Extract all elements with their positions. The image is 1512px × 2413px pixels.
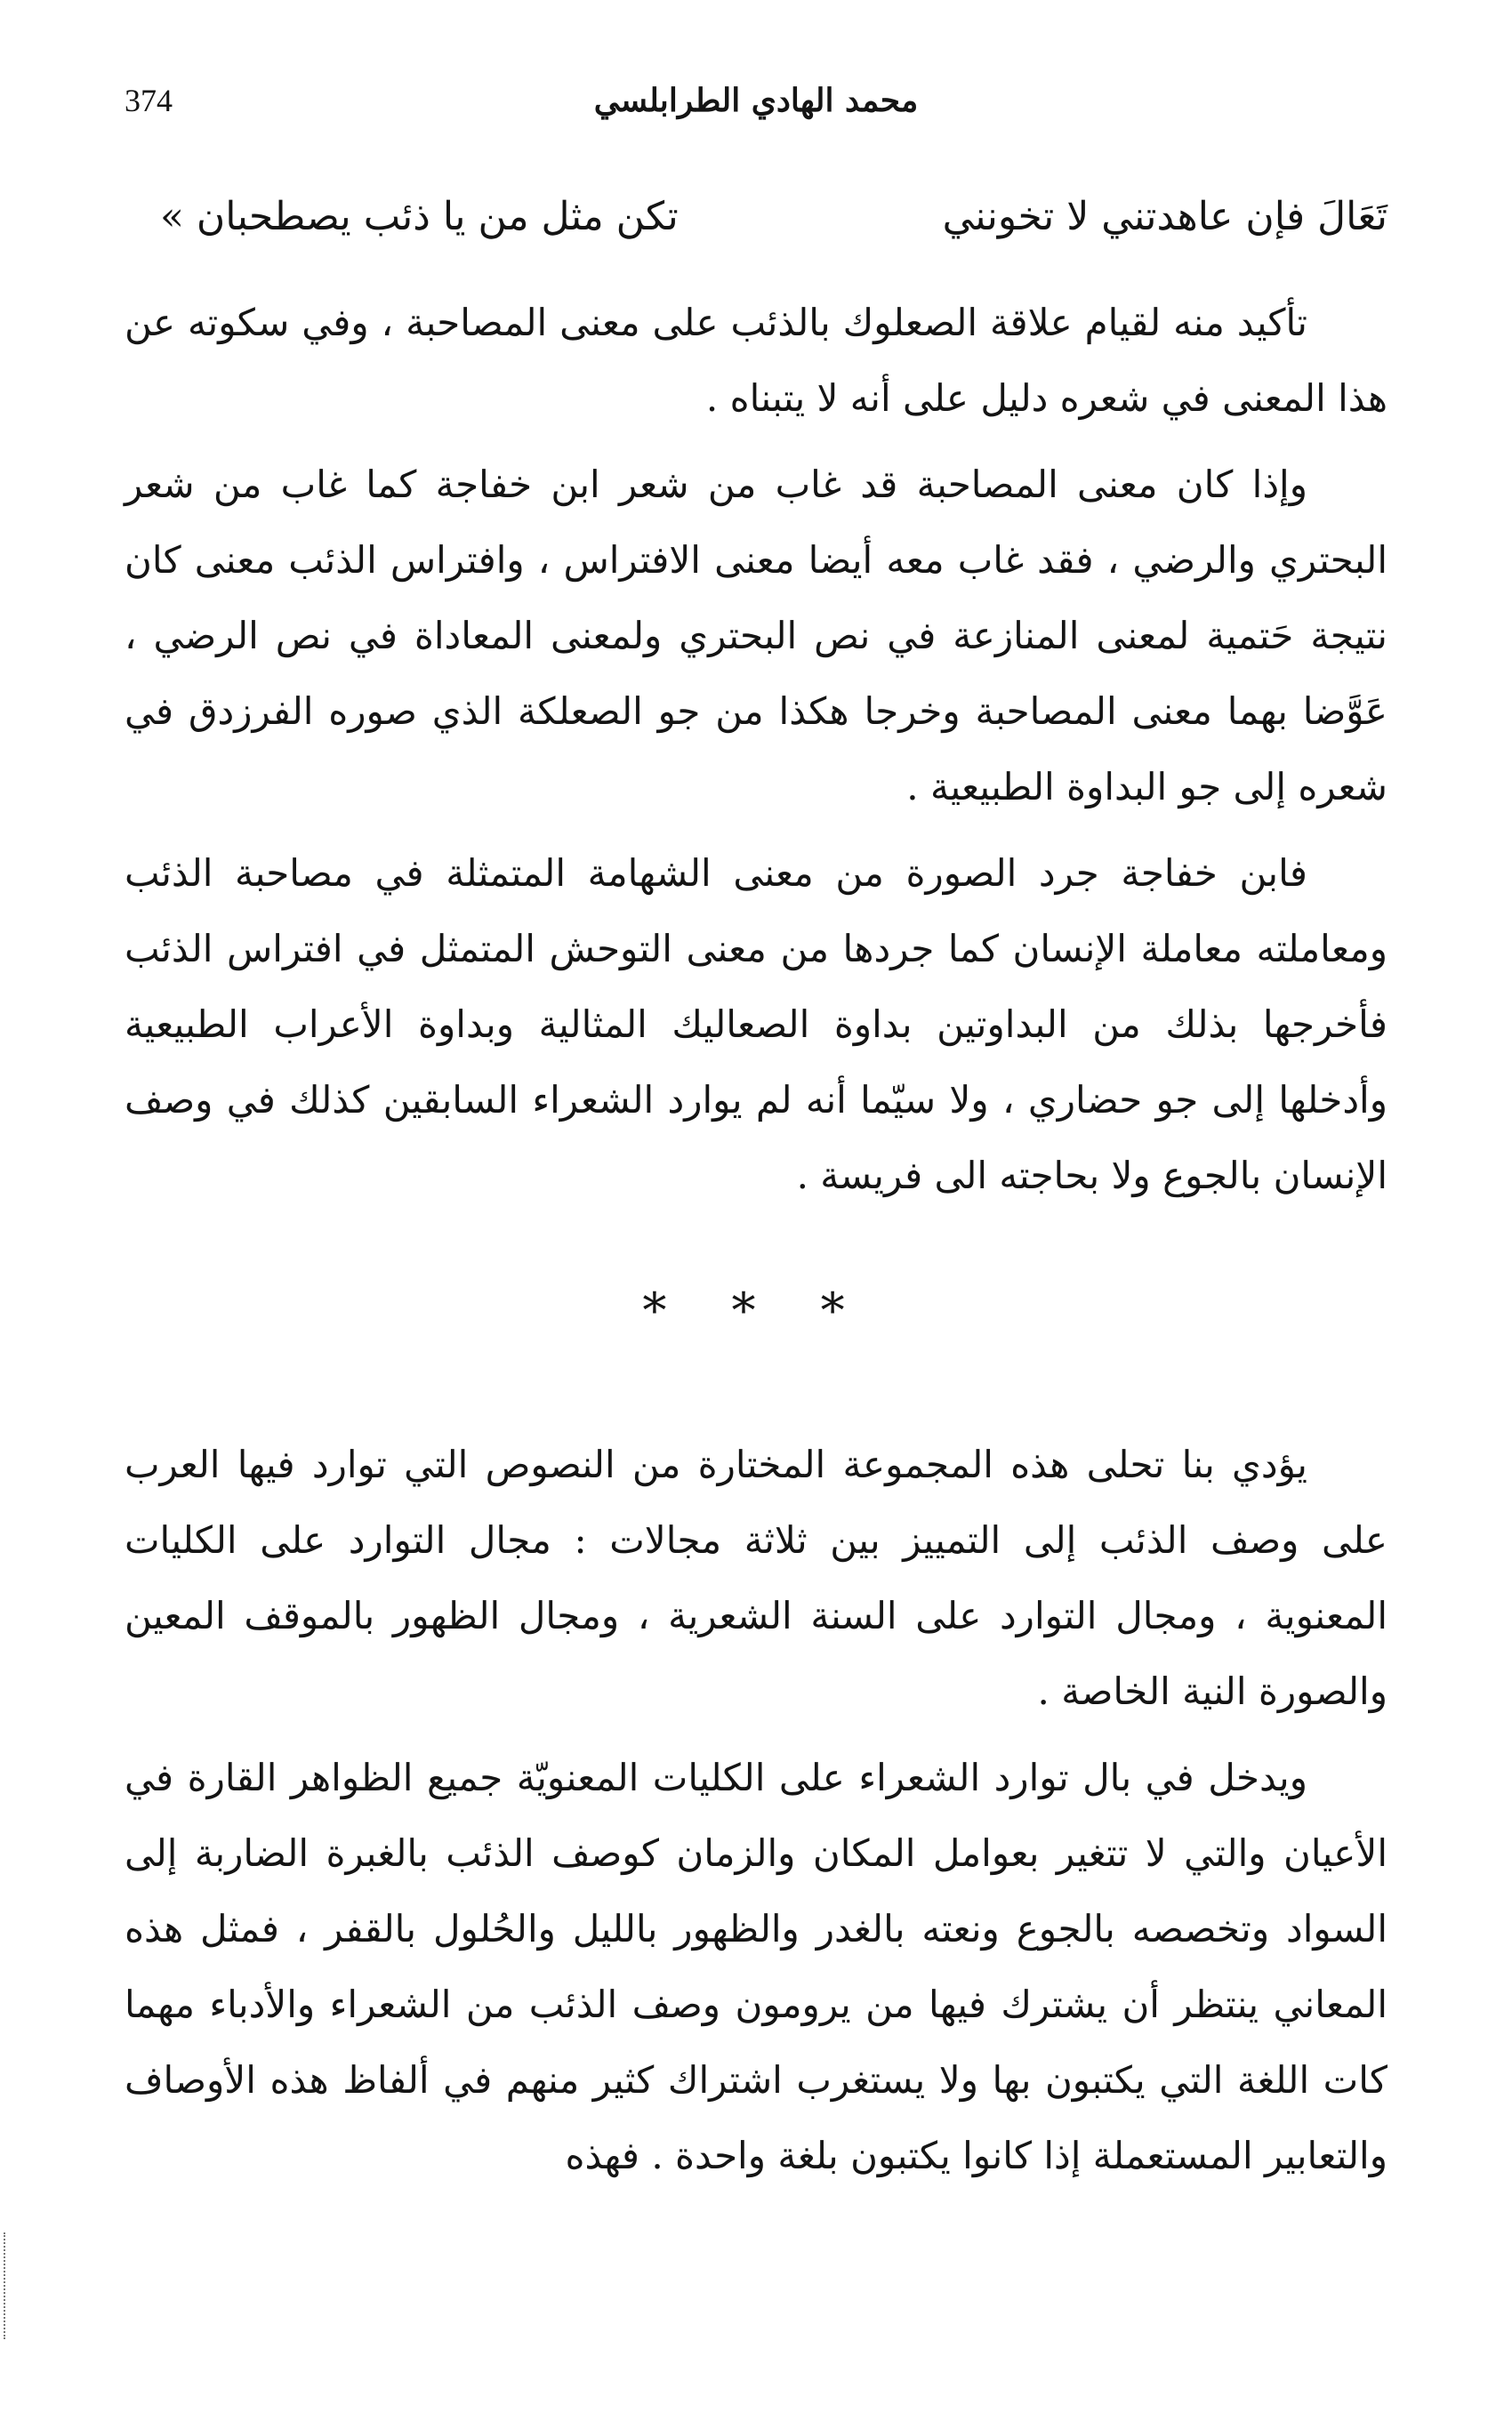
- paragraph-4: يؤدي بنا تحلى هذه المجموعة المختارة من النصوص التي توارد فيها العرب على وصف الذئب إلى التمييز بين ثلاثة مجالات : مجال التوارد على الكليات المعنوية ، ومجال التوارد على السنة الشعرية ، ومجال الظهور بالموقف المعين والصورة النية الخاصة .: [125, 1443, 1387, 1713]
- verse-second-hemistich: تكن مثل من يا ذئب يصطحبان »: [160, 194, 679, 239]
- author-name: محمد الهادي الطرابلسي: [593, 82, 919, 119]
- poem-verse: [160, 194, 1387, 256]
- body-text: [125, 285, 1387, 2193]
- paragraph-3: فابن خفاجة جرد الصورة من معنى الشهامة المتمثلة في مصاحبة الذئب ومعاملته معاملة الإنسان كما جردها من معنى التوحش المتمثل في افتراس الذئب فأخرجها بذلك من البداوتين بداوة الصعاليك المثالية وبداوة الأعراب الطبيعية وأدخلها إلى جو حضاري ، ولا سيّما أنه لم يوارد الشعراء السابقين كذلك في وصف الإنسان بالجوع ولا بحاجته الى فريسة .: [125, 851, 1387, 1197]
- paragraph-1: تأكيد منه لقيام علاقة الصعلوك بالذئب على معنى المصاحبة ، وفي سكوته عن هذا المعنى في شعره دليل على أنه لا يتبناه .: [125, 301, 1387, 420]
- verse-first-hemistich: تَعَالَ فإن عاهدتني لا تخونني: [942, 194, 1387, 239]
- running-header: [125, 82, 1387, 135]
- paragraph-5: ويدخل في بال توارد الشعراء على الكليات المعنويّة جميع الظواهر القارة في الأعيان والتي لا تتغير بعوامل المكان والزمان كوصف الذئب بالغبرة الضاربة إلى السواد وتخصصه بالجوع ونعته بالغدر والظهور بالليل والحُلول بالقفر ، فمثل هذه المعاني ينتظر أن يشترك فيها من يرومون وصف الذئب من الشعراء والأدباء مهما كات اللغة التي يكتبون بها ولا يستغرب اشتراك كثير منهم في ألفاظ هذه الأوصاف والتعابير المستعملة إذا كانوا يكتبون بلغة واحدة . فهذه: [125, 1756, 1387, 2177]
- scan-margin-marks: [4, 2232, 11, 2339]
- section-separator: * * *: [642, 1283, 870, 1339]
- paragraph-2: وإذا كان معنى المصاحبة قد غاب من شعر ابن خفاجة كما غاب من شعر البحتري والرضي ، فقد غاب معه أيضا معنى الافتراس ، وافتراس الذئب معنى كان نتيجة حَتمية لمعنى المنازعة في نص البحتري ولمعنى المعاداة في نص الرضي ، عَوَّضا بهما معنى المصاحبة وخرجا هكذا من جو الصعلكة الذي صوره الفرزدق في شعره إلى جو البداوة الطبيعية .: [125, 462, 1387, 808]
- page-number: 374: [125, 83, 173, 118]
